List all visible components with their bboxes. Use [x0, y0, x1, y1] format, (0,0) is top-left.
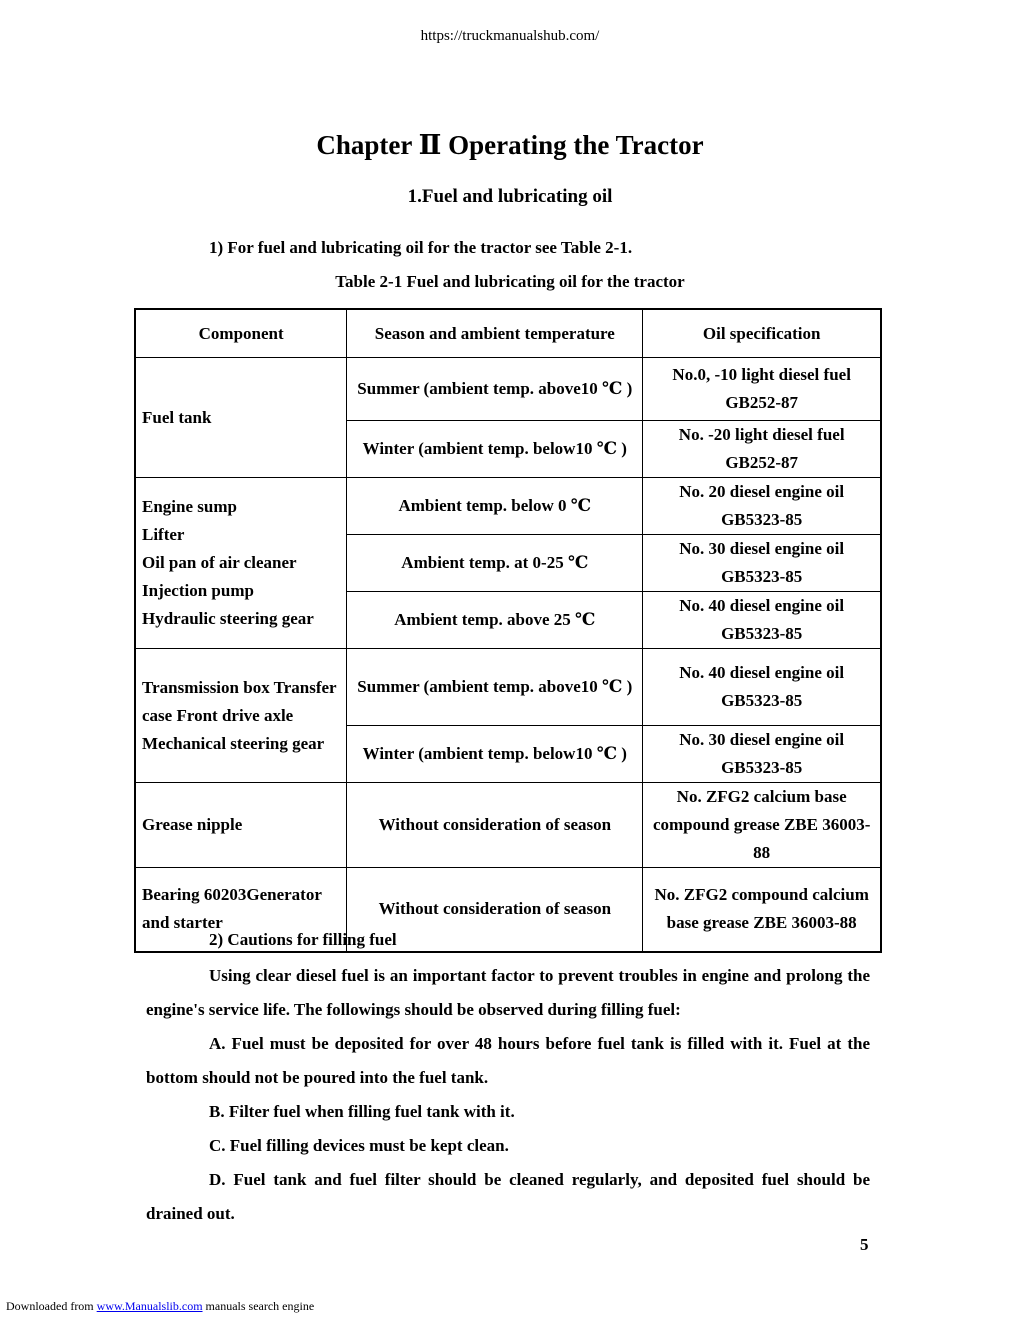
cautions-paragraph: Using clear diesel fuel is an important factor to prevent troubles in engine and prolong the engine's service life. The followings should be observed during filling fuel: [146, 966, 870, 1019]
component-label: Oil pan of air cleaner [142, 553, 297, 572]
table-row [135, 358, 881, 421]
component-label: Fuel tank [142, 407, 212, 427]
manualslib-link[interactable]: www.Manualslib.com [96, 1299, 203, 1313]
spec-cell: No. ZFG2 compound calcium base grease ZBE 36003-88 [643, 868, 881, 952]
table-caption: Table 2-1 Fuel and lubricating oil for the tractor [335, 272, 685, 291]
season-cell: Summer (ambient temp. above10 ℃ ) [347, 649, 643, 726]
table-row [135, 478, 881, 535]
component-label: Hydraulic steering gear [142, 609, 314, 628]
component-cell: Transmission box Transfer case Front drive axle Mechanical steering gear [135, 649, 347, 783]
intro-text: 1) For fuel and lubricating oil for the tractor see Table 2-1. [209, 238, 633, 257]
cautions-paragraph: B. Filter fuel when filling fuel tank with it. [209, 1102, 515, 1121]
header-url: https://truckmanualshub.com/ [420, 28, 600, 44]
cautions-paragraph: C. Fuel filling devices must be kept clean. [209, 1136, 509, 1155]
season-cell: Ambient temp. above 25 ℃ [347, 592, 643, 649]
spec-cell: No. 30 diesel engine oil GB5323-85 [643, 726, 881, 783]
spec-cell: No. 40 diesel engine oil GB5323-85 [643, 649, 881, 726]
component-cell [135, 358, 347, 478]
section-title: 1.Fuel and lubricating oil [407, 186, 613, 207]
header-season: Season and ambient temperature [347, 309, 643, 358]
season-cell: Winter (ambient temp. below10 ℃ ) [347, 421, 643, 478]
footer-prefix: Downloaded from [6, 1299, 94, 1313]
cautions-heading: 2) Cautions for filling fuel [209, 930, 397, 949]
component-cell: Bearing 60203Generator and starter [135, 868, 347, 952]
season-cell: Ambient temp. at 0-25 ℃ [347, 535, 643, 592]
component-cell: Grease nipple [135, 783, 347, 868]
season-cell: Winter (ambient temp. below10 ℃ ) [347, 726, 643, 783]
cautions-paragraph: A. Fuel must be deposited for over 48 hours before fuel tank is filled with it. Fuel at the bottom should not be poured into the fuel tank. [146, 1034, 870, 1087]
table-row [135, 649, 881, 726]
component-cell [135, 478, 347, 649]
season-cell: Ambient temp. below 0 ℃ [347, 478, 643, 535]
component-label: Engine sump [142, 497, 237, 516]
header-spec: Oil specification [643, 309, 881, 358]
season-cell: Without consideration of season [347, 783, 643, 868]
header-component: Component [135, 309, 347, 358]
chapter-title: Chapter Ⅱ Operating the Tractor [316, 130, 704, 160]
spec-cell: No. 40 diesel engine oil GB5323-85 [643, 592, 881, 649]
footer [6, 1299, 314, 1314]
cautions-paragraph: D. Fuel tank and fuel filter should be cleaned regularly, and deposited fuel should be drained out. [146, 1170, 870, 1223]
component-label: Injection pump [142, 581, 254, 600]
spec-cell: No.0, -10 light diesel fuel GB252-87 [643, 358, 881, 421]
spec-cell: No. -20 light diesel fuel GB252-87 [643, 421, 881, 478]
oil-table [134, 308, 882, 953]
cautions-body [146, 959, 870, 1231]
spec-cell: No. 20 diesel engine oil GB5323-85 [643, 478, 881, 535]
component-label: Lifter [142, 525, 185, 544]
spec-cell: No. 30 diesel engine oil GB5323-85 [643, 535, 881, 592]
spec-cell: No. ZFG2 calcium base compound grease ZBE 36003-88 [643, 783, 881, 868]
season-cell: Summer (ambient temp. above10 ℃ ) [347, 358, 643, 421]
page-number: 5 [860, 1235, 869, 1254]
season-cell: Without consideration of season [347, 868, 643, 952]
table-row [135, 783, 881, 868]
table-header-row [135, 309, 881, 358]
footer-suffix: manuals search engine [205, 1299, 315, 1313]
